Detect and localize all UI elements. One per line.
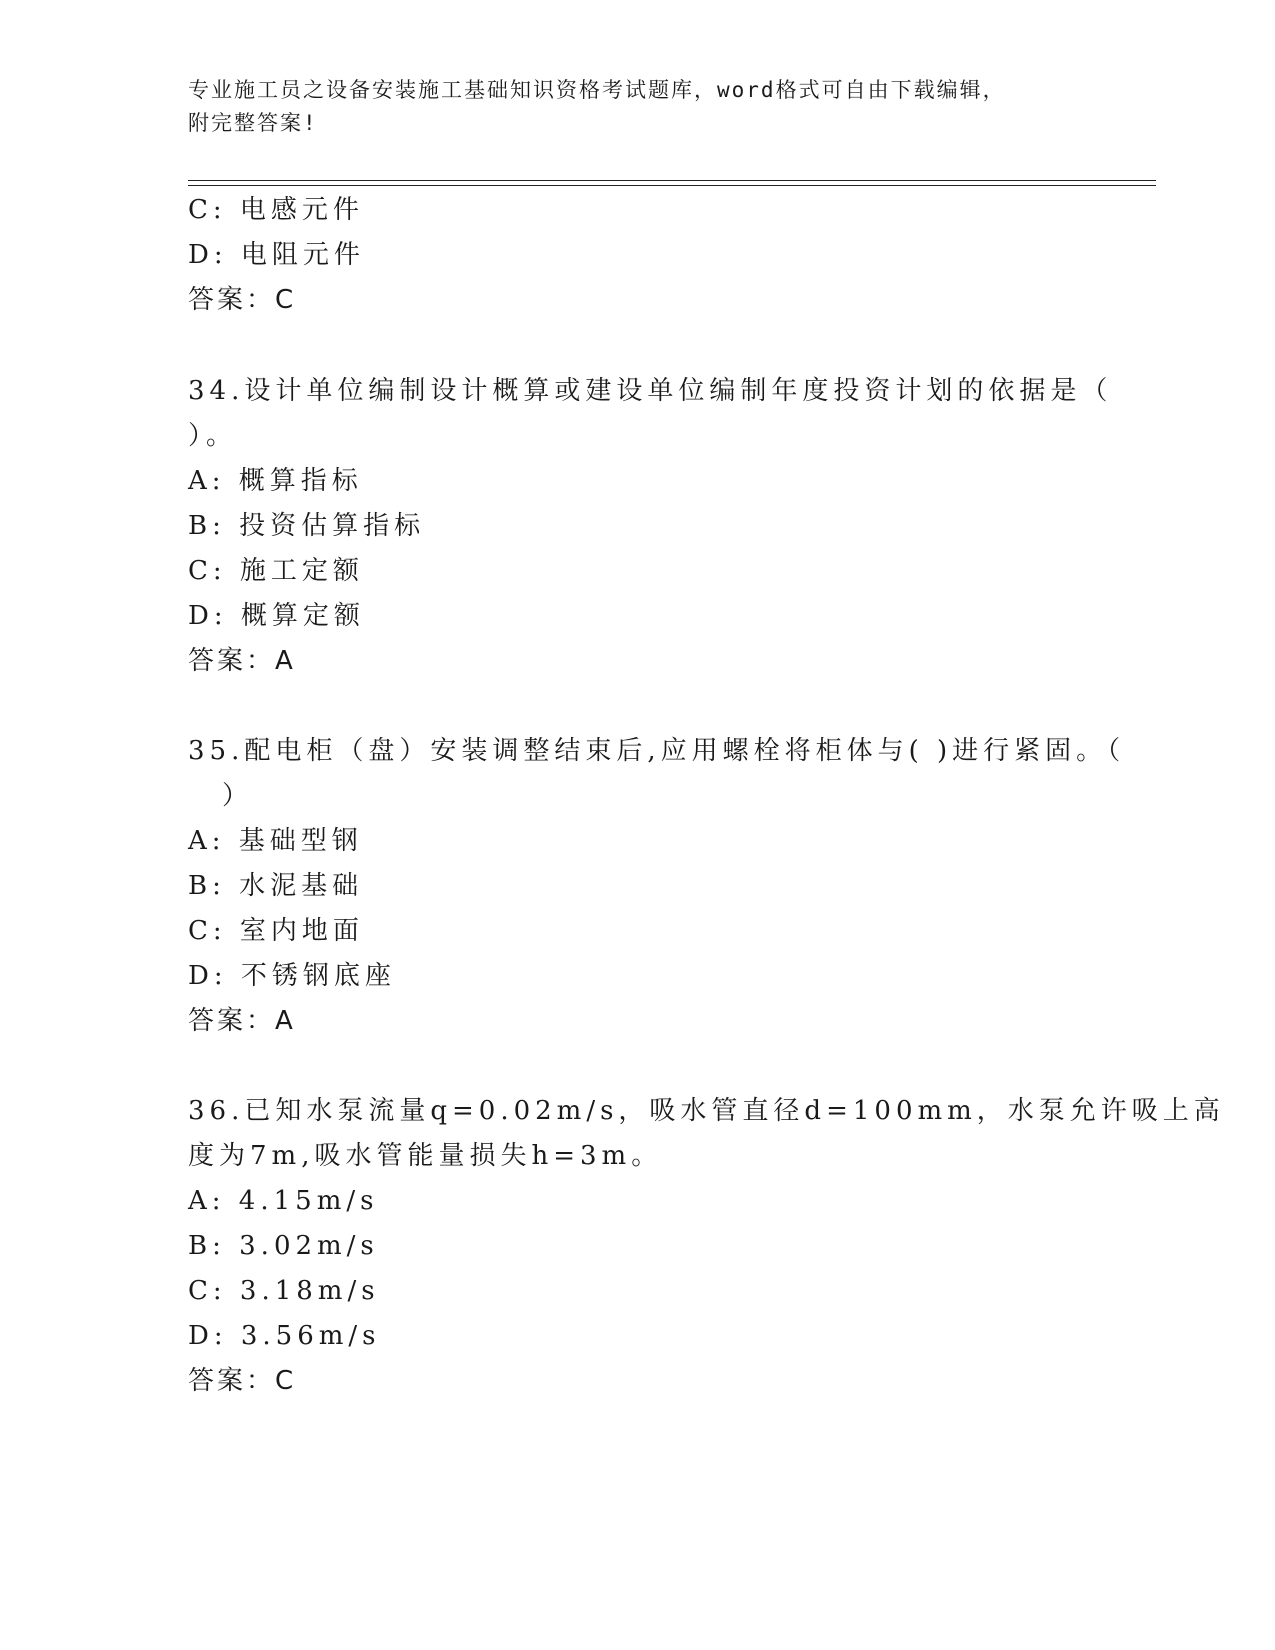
q35-answer: 答案：A [188,1006,296,1036]
q35-option-a: A: 基础型钢 [188,826,363,856]
q36-option-c: C: 3.18m/s [188,1276,380,1306]
q35-option-c: C: 室内地面 [188,916,364,946]
header-divider-bottom [188,185,1156,186]
q34-option-b: B: 投资估算指标 [188,511,426,541]
q34-answer: 答案：A [188,646,296,676]
q33-option-d: D: 电阻元件 [188,240,365,270]
q35-stem-line-2: ） [222,781,254,811]
header-line-1: 专业施工员之设备安装施工基础知识资格考试题库，word格式可自由下载编辑， [188,78,1006,102]
q34-stem-line-2: ）。 [188,421,238,451]
q34-option-d: D: 概算定额 [188,601,365,631]
q36-answer: 答案：C [188,1366,297,1396]
header-line-2: 附完整答案! [188,111,318,135]
q36-stem-line-2: 度为7m,吸水管能量损失h=3m。 [188,1141,663,1171]
q33-answer: 答案：C [188,285,297,315]
q34-option-c: C: 施工定额 [188,556,364,586]
q36-option-a: A: 4.15m/s [188,1186,379,1216]
q33-option-c: C: 电感元件 [188,195,364,225]
q35-option-d: D: 不锈钢底座 [188,961,396,991]
q35-stem-line-1: 35.配电柜（盘）安装调整结束后,应用螺栓将柜体与( )进行紧固。（ [188,736,1126,766]
q35-option-b: B: 水泥基础 [188,871,364,901]
q34-option-a: A: 概算指标 [188,466,363,496]
q36-option-b: B: 3.02m/s [188,1231,379,1261]
q34-stem-line-1: 34.设计单位编制设计概算或建设单位编制年度投资计划的依据是（ [188,376,1113,406]
header-divider-top [188,180,1156,181]
q36-stem-line-1: 36.已知水泵流量q=0.02m/s，吸水管直径d=100mm，水泵允许吸上高 [188,1096,1225,1126]
document-header [188,74,1088,140]
q36-option-d: D: 3.56m/s [188,1321,381,1351]
